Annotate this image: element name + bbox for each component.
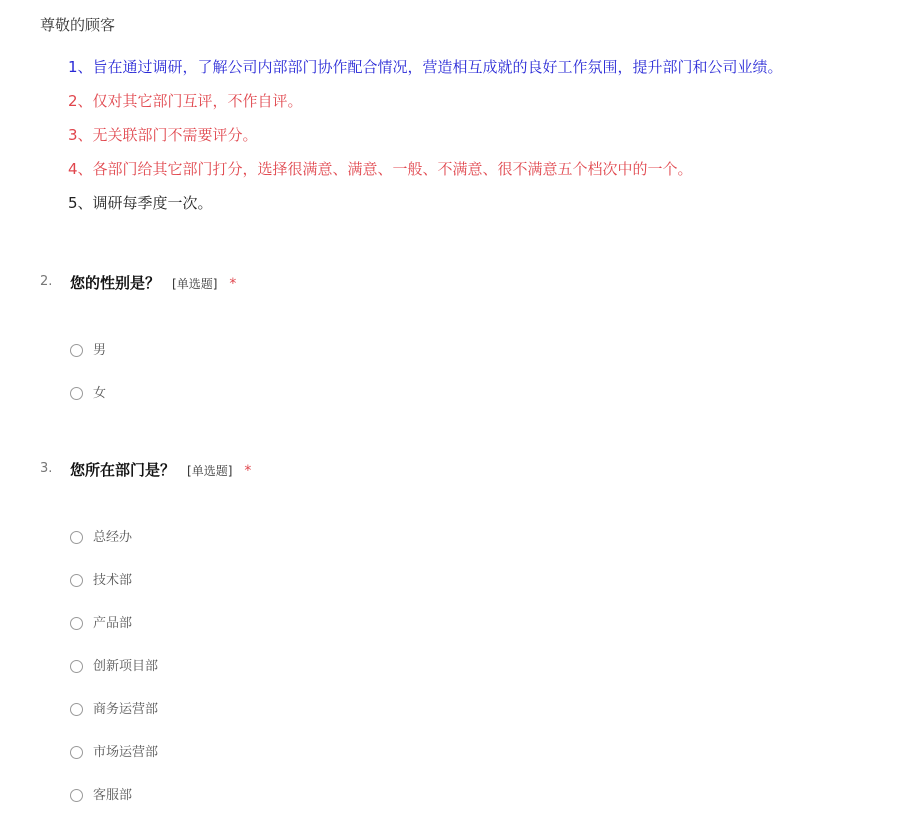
question-title (70, 459, 251, 480)
survey-greeting: 尊敬的顾客 (40, 16, 116, 34)
option-label: 商务运营部 (93, 702, 159, 717)
radio-circle-icon[interactable] (70, 531, 83, 544)
option-label: 产品部 (93, 616, 133, 631)
radio-circle-icon[interactable] (70, 617, 83, 630)
option-innovation-dept[interactable] (70, 658, 158, 701)
question-number: 3. (40, 461, 53, 476)
option-label: 技术部 (93, 573, 133, 588)
radio-circle-icon[interactable] (70, 789, 83, 802)
option-marketing-ops-dept[interactable] (70, 744, 158, 787)
survey-notes (68, 55, 783, 225)
question-title-text: 您的性别是？ (70, 274, 161, 292)
option-label: 总经办 (93, 530, 133, 545)
question-type-tag: [单选题] (172, 277, 218, 291)
radio-circle-icon[interactable] (70, 387, 83, 400)
option-list (70, 342, 106, 428)
option-label: 市场运营部 (93, 745, 159, 760)
note-1: 1、旨在通过调研，了解公司内部部门协作配合情况，营造相互成就的良好工作氛围，提升部门和公司业绩。 (68, 58, 783, 76)
option-label: 女 (93, 386, 107, 401)
option-female[interactable] (70, 385, 106, 428)
option-product-dept[interactable] (70, 615, 158, 658)
option-business-ops-dept[interactable] (70, 701, 158, 744)
required-mark: * (229, 276, 237, 292)
note-4: 4、各部门给其它部门打分，选择很满意、满意、一般、不满意、很不满意五个档次中的一个。 (68, 160, 693, 178)
option-list (70, 529, 158, 830)
note-5: 5、调研每季度一次。 (68, 194, 213, 212)
radio-circle-icon[interactable] (70, 574, 83, 587)
radio-circle-icon[interactable] (70, 344, 83, 357)
required-mark: * (244, 463, 252, 479)
option-male[interactable] (70, 342, 106, 385)
option-general-office[interactable] (70, 529, 158, 572)
question-title (70, 272, 236, 293)
question-title-text: 您所在部门是？ (70, 461, 176, 479)
option-label: 客服部 (93, 788, 133, 803)
radio-circle-icon[interactable] (70, 746, 83, 759)
question-type-tag: [单选题] (187, 464, 233, 478)
option-label: 创新项目部 (93, 659, 159, 674)
option-customer-service-dept[interactable] (70, 787, 158, 830)
option-label: 男 (93, 343, 107, 358)
note-3: 3、无关联部门不需要评分。 (68, 126, 258, 144)
radio-circle-icon[interactable] (70, 660, 83, 673)
option-tech-dept[interactable] (70, 572, 158, 615)
note-2: 2、仅对其它部门互评，不作自评。 (68, 92, 303, 110)
radio-circle-icon[interactable] (70, 703, 83, 716)
question-number: 2. (40, 274, 53, 289)
